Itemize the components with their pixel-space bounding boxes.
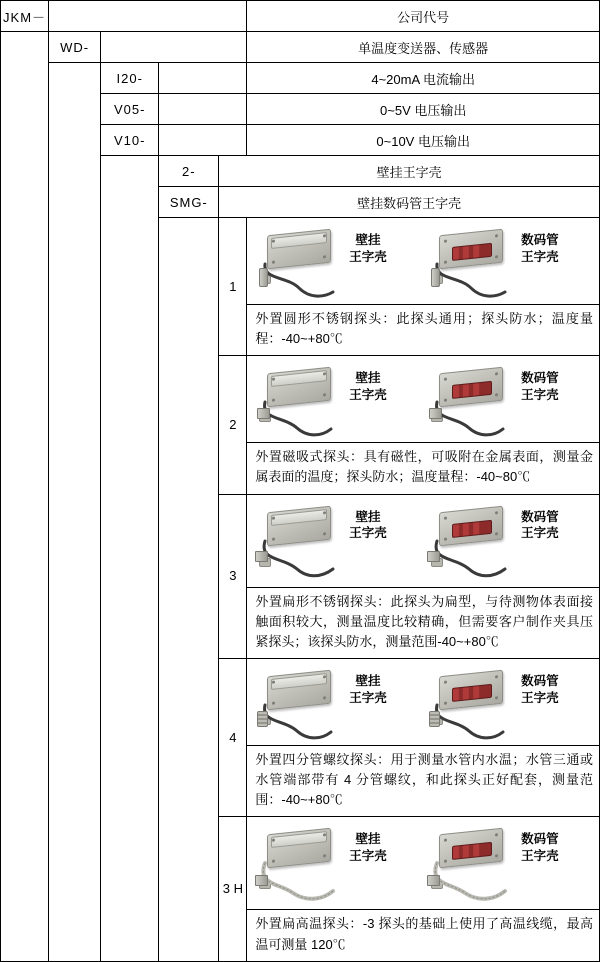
flat-high-temp-probe-icon	[427, 875, 440, 886]
product-cell-5	[247, 817, 600, 961]
spacer-col-b	[49, 63, 101, 962]
wall-caption	[349, 665, 387, 707]
flat-probe-icon	[255, 551, 268, 562]
desc-cell-jkm: 公司代号	[247, 1, 600, 32]
wall-caption	[349, 823, 387, 865]
desc-cell-smg: 壁挂数码管王字壳	[219, 187, 600, 218]
flat-high-temp-probe-icon	[255, 875, 268, 886]
digital-caption-line-1: 数码管	[521, 509, 559, 524]
wall-enclosure-icon	[253, 362, 349, 440]
code-cell-2: 2-	[159, 156, 219, 187]
wall-caption-line-2: 王字壳	[349, 849, 387, 864]
wall-caption-line-2: 王字壳	[349, 249, 387, 264]
digital-caption-line-2: 王字壳	[521, 526, 559, 541]
wall-unit	[253, 665, 421, 743]
table-row	[1, 63, 600, 94]
digital-caption-line-2: 王字壳	[521, 690, 559, 705]
product-image-4	[247, 659, 599, 745]
desc-cell-2: 壁挂王字壳	[219, 156, 600, 187]
digital-caption-line-2: 王字壳	[521, 388, 559, 403]
spacer-col-a	[1, 32, 49, 962]
flat-probe-icon	[427, 551, 440, 562]
threaded-probe-icon	[429, 711, 440, 727]
magnetic-probe-icon	[257, 408, 270, 419]
wall-caption-line-2: 王字壳	[349, 388, 387, 403]
wall-unit	[253, 362, 421, 440]
round-probe-icon	[431, 268, 440, 287]
digital-unit	[425, 823, 593, 907]
digital-caption-line-1: 数码管	[521, 832, 559, 847]
wall-enclosure-icon	[253, 501, 349, 585]
wall-unit	[253, 823, 421, 907]
round-probe-icon	[259, 268, 268, 287]
product-index-2: 2	[219, 356, 247, 494]
wall-caption-line-2: 王字壳	[349, 690, 387, 705]
digital-enclosure-icon	[425, 224, 521, 302]
spacer-col-c	[101, 156, 159, 962]
product-note-2: 外置磁吸式探头：具有磁性，可吸附在金属表面，测量金属表面的温度；探头防水；温度量程：-40~80℃	[247, 442, 599, 493]
code-cell-jkm: JKM－	[1, 1, 49, 32]
digital-unit	[425, 362, 593, 440]
product-note-4: 外置四分管螺纹探头：用于测量水管内水温；水管三通或水管端部带有 4 分管螺纹，和此探头正好配套，测量范围：-40~+80℃	[247, 745, 599, 816]
product-cell-1	[247, 218, 600, 356]
blank-cell	[49, 1, 247, 32]
product-index-3: 3	[219, 494, 247, 658]
spacer-col-d	[159, 218, 219, 962]
wall-enclosure-icon	[253, 224, 349, 302]
desc-cell-wd: 单温度变送器、传感器	[247, 32, 600, 63]
digital-caption-line-2: 王字壳	[521, 249, 559, 264]
product-index-5: 3 H	[219, 817, 247, 961]
product-image-5	[247, 817, 599, 909]
wall-caption-line-1: 壁挂	[355, 673, 381, 688]
table-row	[1, 32, 600, 63]
code-cell-v10: V10-	[101, 125, 159, 156]
desc-cell-v05: 0~5V 电压输出	[247, 94, 600, 125]
code-cell-smg: SMG-	[159, 187, 219, 218]
wall-caption	[349, 362, 387, 404]
product-image-3	[247, 495, 599, 587]
digital-enclosure-icon	[425, 665, 521, 743]
digital-caption	[521, 362, 559, 404]
wall-caption-line-1: 壁挂	[355, 832, 381, 847]
product-cell-4	[247, 658, 600, 816]
digital-caption	[521, 665, 559, 707]
wall-caption-line-1: 壁挂	[355, 509, 381, 524]
digital-caption-line-1: 数码管	[521, 233, 559, 247]
wall-caption	[349, 501, 387, 543]
digital-caption	[521, 501, 559, 543]
digital-enclosure-icon	[425, 362, 521, 440]
code-cell-wd: WD-	[49, 32, 101, 63]
blank-cell	[101, 32, 247, 63]
desc-cell-v10: 0~10V 电压输出	[247, 125, 600, 156]
table-row	[1, 1, 600, 32]
product-index-1: 1	[219, 218, 247, 356]
product-note-5: 外置扁高温探头：-3 探头的基础上使用了高温线缆，最高温可测量 120℃	[247, 909, 599, 960]
wall-unit	[253, 224, 421, 302]
product-note-3: 外置扁形不锈钢探头：此探头为扁型，与待测物体表面接触面积较大，测量温度比较精确，但需要客户制作夹具压紧探头；该探头防水，测量范围-40~+80℃	[247, 587, 599, 658]
digital-caption-line-2: 王字壳	[521, 849, 559, 864]
wall-caption	[349, 224, 387, 266]
product-note-1: 外置圆形不锈钢探头：此探头通用；探头防水；温度量程：-40~+80℃	[247, 304, 599, 355]
product-image-2	[247, 356, 599, 442]
code-cell-v05: V05-	[101, 94, 159, 125]
digital-caption	[521, 224, 559, 266]
digital-caption-line-1: 数码管	[521, 371, 559, 386]
wall-caption-line-2: 王字壳	[349, 526, 387, 541]
wall-enclosure-icon	[253, 665, 349, 743]
digital-enclosure-icon	[425, 823, 521, 907]
blank-cell	[159, 63, 247, 94]
threaded-probe-icon	[257, 711, 268, 727]
digital-unit	[425, 665, 593, 743]
magnetic-probe-icon	[429, 408, 442, 419]
wall-caption-line-1: 壁挂	[355, 233, 381, 247]
product-image-1	[247, 218, 599, 304]
blank-cell	[159, 94, 247, 125]
product-cell-2	[247, 356, 600, 494]
digital-unit	[425, 224, 593, 302]
product-index-4: 4	[219, 658, 247, 816]
digital-enclosure-icon	[425, 501, 521, 585]
digital-unit	[425, 501, 593, 585]
product-cell-3	[247, 494, 600, 658]
digital-caption-line-1: 数码管	[521, 673, 559, 688]
wall-enclosure-icon	[253, 823, 349, 907]
code-cell-i20: I20-	[101, 63, 159, 94]
wall-unit	[253, 501, 421, 585]
blank-cell	[159, 125, 247, 156]
wall-caption-line-1: 壁挂	[355, 371, 381, 386]
desc-cell-i20: 4~20mA 电流输出	[247, 63, 600, 94]
digital-caption	[521, 823, 559, 865]
